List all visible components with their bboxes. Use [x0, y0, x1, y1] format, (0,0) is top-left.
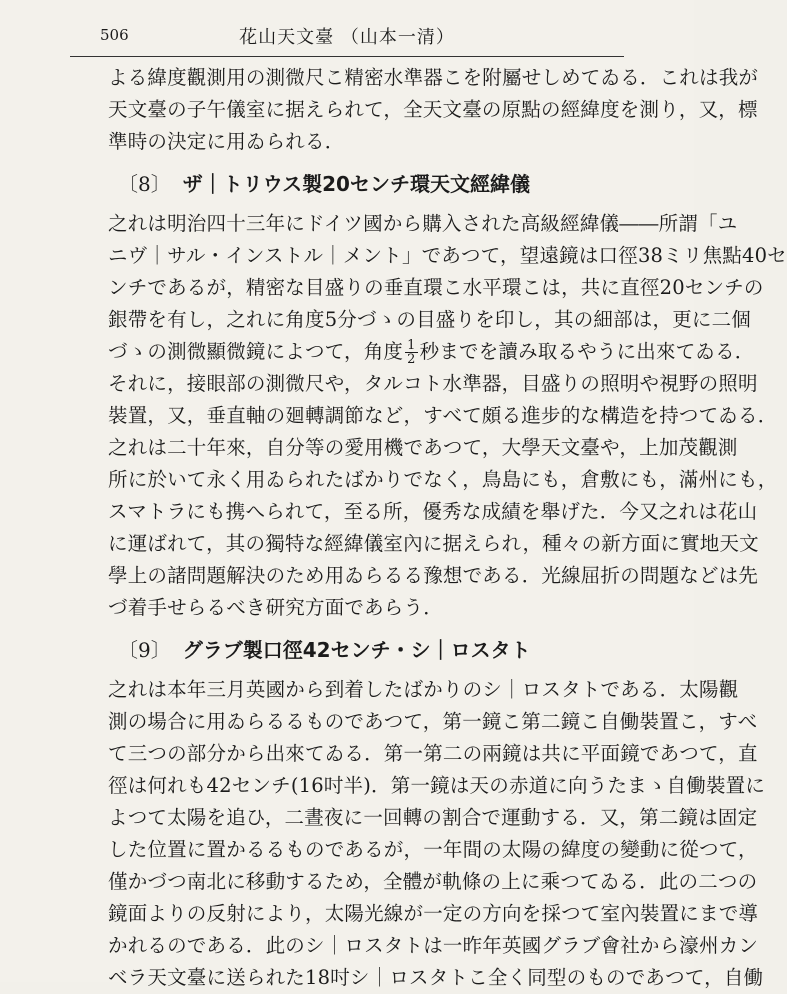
text-line: スマトラにも携へられて，至る所，優秀な成績を舉げた．今又之れは花山	[108, 500, 758, 523]
text-line: 裝置，又，垂直軸の廻轉調節など，すべて頗る進步的な構造を持つてゐる．	[108, 404, 778, 427]
text-line: づ着手せらるべき研究方面であらう．	[108, 596, 443, 619]
section-number: 〔8〕	[118, 172, 171, 196]
text-line: 所に於いて永く用ゐられたばかりでなく，鳥島にも，倉敷にも，滿州にも，	[108, 468, 778, 491]
section-number: 〔9〕	[118, 638, 171, 662]
text-line: ニヴ｜サル・インストル｜メント」であつて，望遠鏡は口徑38ミリ焦點40セ	[108, 244, 787, 267]
text-line: 測の場合に用ゐらるるものであつて，第一鏡こ第二鏡こ自働裝置こ，すべ	[108, 710, 758, 733]
page-header	[70, 16, 624, 57]
section-heading-8	[108, 164, 636, 204]
text-line: 徑は何れも42センチ(16吋半)．第一鏡は天の赤道に向うたまゝ自働裝置に	[108, 774, 766, 797]
text-line: ベラ天文臺に送られた18吋シ｜ロスタトこ全く同型のものであつて，自働	[108, 966, 764, 989]
text-line: ンチであるが，精密な目盛りの垂直環こ水平環こは，共に直徑20センチの	[108, 276, 764, 299]
text-line: かれるのである．此のシ｜ロスタトは一昨年英國グラブ會社から濠州カン	[108, 934, 759, 957]
section-heading-9	[108, 630, 636, 670]
text-line: よつて太陽を追ひ，二晝夜に一回轉の割合で運動する．又，第二鏡は固定	[108, 806, 758, 829]
text-line: それに，接眼部の測微尺や，タルコト水準器，目盛りの照明や視野の照明	[108, 372, 758, 395]
text-line: 鏡面よりの反射により，太陽光線が一定の方向を採つて室內裝置にまで導	[108, 902, 759, 925]
paragraph-4	[108, 674, 766, 994]
text-line: 僅かづつ南北に移動するため，全體が軌條の上に乘つてゐる．此の二つの	[108, 870, 758, 893]
text-line: て三つの部分から出來てゐる．第一第二の兩鏡は共に平面鏡であつて，直	[108, 742, 758, 765]
text-line: 之れは二十年來，自分等の愛用機であつて，大學天文臺や，上加茂觀測	[108, 436, 738, 459]
text-line: に運ばれて，其の獨特な經緯儀室內に据えられ，種々の新方面に實地天文	[108, 532, 759, 555]
text-line: 學上の諸問題解決のため用ゐらるる豫想である．光線屈折の問題などは先	[108, 564, 759, 587]
fraction-numerator: 1	[407, 338, 416, 353]
section-title: ザ｜トリウス製20センチ環天文經緯儀	[182, 172, 530, 196]
text-line: 天文臺の子午儀室に据えられて，全天文臺の原點の經緯度を測り，又，標	[108, 98, 758, 121]
page-number: 506	[100, 26, 129, 44]
paragraph-3	[108, 432, 778, 624]
section-title: グラブ製口徑42センチ・シ｜ロスタト	[182, 638, 531, 662]
fraction	[405, 339, 417, 366]
running-title: 花山天文臺 （山本一清）	[239, 27, 455, 48]
paragraph-1	[108, 62, 759, 158]
paragraph-2	[108, 208, 787, 432]
text-line: 之れは本年三月英國から到着したばかりのシ｜ロスタトである．太陽觀	[108, 678, 739, 701]
text-line: した位置に置かるるものであるが，一年間の太陽の緯度の變動に從つて，	[108, 838, 758, 861]
page-body	[108, 62, 787, 994]
text-line: 之れは明治四十三年にドイツ國から購入された高級經緯儀――所謂「ユ	[108, 212, 738, 235]
text-line: 銀帶を有し，之れに角度5分づゝの目盛りを印し，其の細部は，更に二個	[108, 308, 752, 331]
text-line: 準時の決定に用ゐられる．	[108, 130, 345, 153]
text-segment: づゝの測微顯微鏡によつて，角度	[108, 340, 404, 363]
text-segment: 秒までを讀み取るやうに出來てゐる．	[419, 340, 755, 363]
text-line: よる緯度觀測用の測微尺こ精密水準器こを附屬せしめてゐる．これは我が	[108, 66, 759, 89]
text-line-with-fraction	[108, 336, 755, 368]
fraction-denominator: 2	[407, 352, 416, 367]
